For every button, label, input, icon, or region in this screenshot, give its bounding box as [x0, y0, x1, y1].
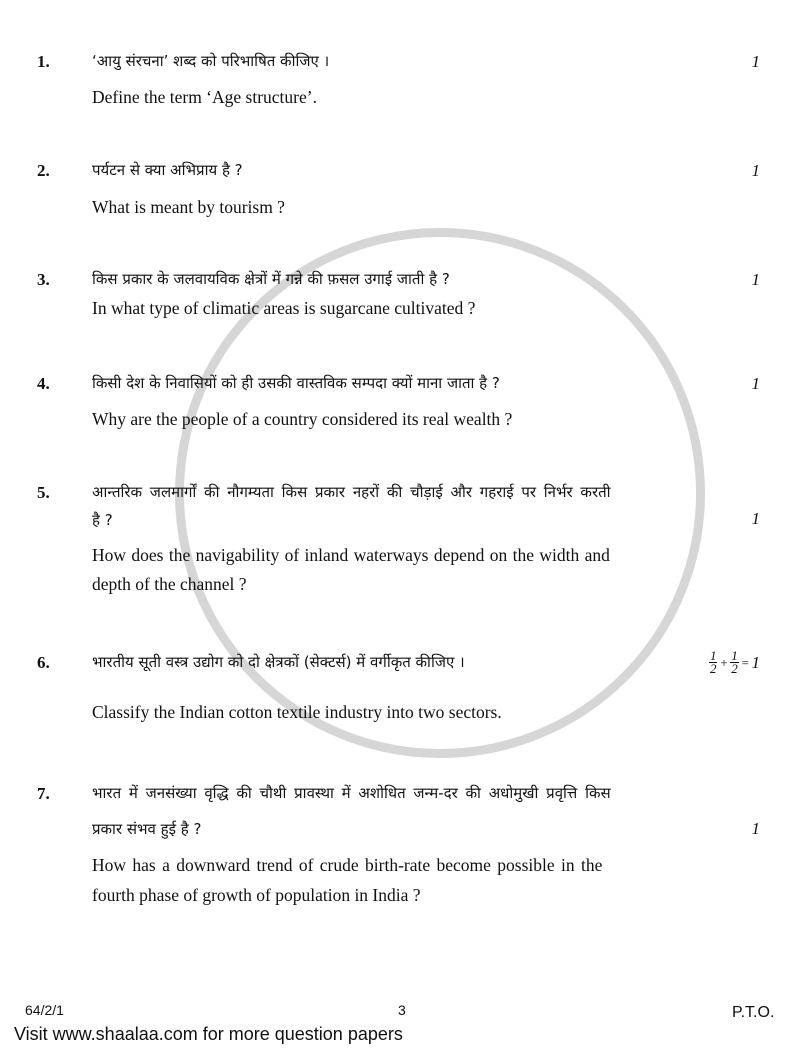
question-marks — [709, 650, 760, 675]
pto-label: P.T.O. — [732, 1004, 775, 1021]
fraction-denominator: 2 — [731, 661, 738, 676]
question-hindi: है ? — [92, 511, 113, 529]
fraction-denominator: 2 — [709, 661, 717, 676]
question-hindi: भारत में जनसंख्या वृद्धि की चौथी प्रावस्था में अशोधित जन्म-दर की अधोमुखी प्रवृत्ति किस — [92, 784, 611, 802]
fraction-numerator: 1 — [731, 648, 738, 663]
question-marks: 1 — [751, 819, 760, 838]
question-hindi: ‘आयु संरचना’ शब्द को परिभाषित कीजिए । — [92, 52, 330, 70]
question-english: Classify the Indian cotton textile industry into two sectors. — [92, 702, 502, 722]
question-hindi: आन्तरिक जलमार्गों की नौगम्यता किस प्रकार नहरों की चौड़ाई और गहराई पर निर्भर करती — [92, 483, 611, 501]
question-number: 3. — [37, 270, 50, 289]
question-english: fourth phase of growth of population in India ? — [92, 885, 421, 905]
question-hindi: भारतीय सूती वस्त्र उद्योग को दो क्षेत्रकों (सेक्टर्स) में वर्गीकृत कीजिए । — [92, 653, 465, 671]
paper-code: 64/2/1 — [25, 1002, 64, 1018]
question-hindi: पर्यटन से क्या अभिप्राय है ? — [92, 161, 243, 179]
question-english: How has a downward trend of crude birth-rate become possible in the — [92, 855, 603, 875]
question-number: 5. — [37, 483, 50, 502]
question-marks: 1 — [751, 161, 760, 180]
page-number: 3 — [398, 1002, 406, 1018]
marks-total: 1 — [751, 652, 760, 672]
question-marks: 1 — [751, 270, 760, 289]
question-hindi: किस प्रकार के जलवायविक क्षेत्रों में गन्ने की फ़सल उगाई जाती है ? — [92, 270, 450, 288]
question-marks: 1 — [751, 509, 760, 528]
question-number: 7. — [37, 784, 50, 803]
question-marks: 1 — [751, 374, 760, 393]
visit-link[interactable]: Visit www.shaalaa.com for more question papers — [14, 1024, 403, 1044]
question-hindi: प्रकार संभव हुई है ? — [92, 820, 202, 838]
question-hindi: किसी देश के निवासियों को ही उसकी वास्तविक सम्पदा क्यों माना जाता है ? — [92, 374, 500, 392]
question-english: depth of the channel ? — [92, 574, 247, 594]
question-english: What is meant by tourism ? — [92, 197, 285, 217]
question-marks: 1 — [751, 52, 760, 71]
question-english: How does the navigability of inland waterways depend on the width and — [92, 545, 610, 565]
equals-sign: = — [740, 654, 750, 670]
question-number: 4. — [37, 374, 50, 393]
question-number: 2. — [37, 161, 50, 180]
question-english: In what type of climatic areas is sugarcane cultivated ? — [92, 298, 476, 318]
question-number: 1. — [37, 52, 50, 71]
question-english: Define the term ‘Age structure’. — [92, 87, 317, 107]
plus-sign: + — [719, 654, 729, 670]
question-english: Why are the people of a country considered its real wealth ? — [92, 409, 513, 429]
question-number: 6. — [37, 653, 50, 672]
fraction-numerator: 1 — [709, 648, 717, 663]
